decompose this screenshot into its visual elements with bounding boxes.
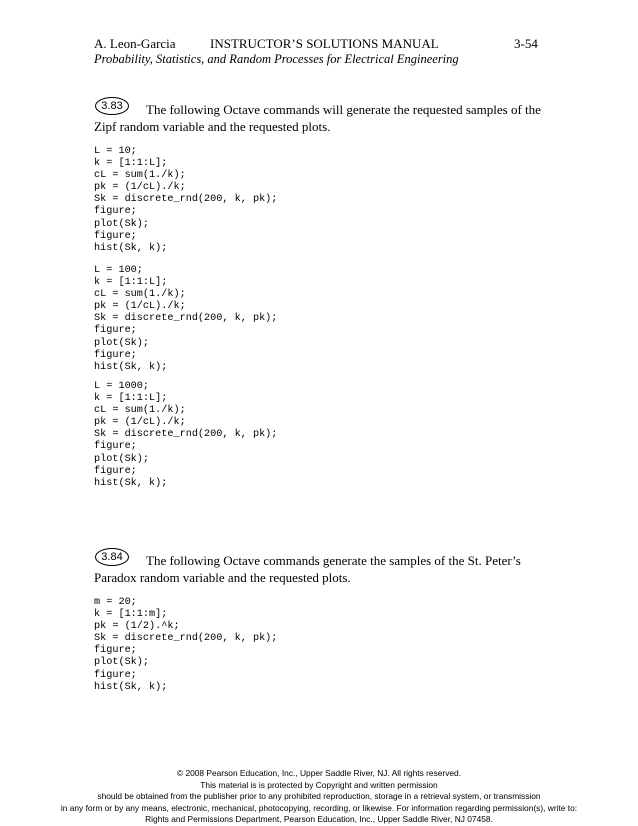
code-line: plot(Sk); (94, 657, 150, 669)
code-line: figure; (94, 325, 137, 337)
code-line: pk = (1/cL)./k; (94, 417, 186, 429)
code-line: Sk = discrete_rnd(200, k, pk); (94, 313, 278, 325)
footer-line: in any form or by any means, electronic, mechanical, photocopying, recording, or likewise. For information regarding permission(s), write to: (60, 802, 578, 813)
problem-number-circle: 3.84 (95, 548, 129, 566)
code-line: Sk = discrete_rnd(200, k, pk); (94, 429, 278, 441)
code-line: m = 20; (94, 597, 137, 608)
code-line: figure; (94, 206, 137, 218)
header-subtitle: Probability, Statistics, and Random Processes for Electrical Engineering (94, 52, 459, 66)
code-block (94, 265, 277, 374)
code-line: Sk = discrete_rnd(200, k, pk); (94, 633, 278, 645)
code-line: figure; (94, 669, 137, 681)
footer-line: © 2008 Pearson Education, Inc., Upper Saddle River, NJ. All rights reserved. (176, 768, 462, 778)
code-block (94, 381, 277, 490)
problem-text-line: Zipf random variable and the requested plots. (94, 119, 331, 134)
footer-line: This material is is protected by Copyright and written permission (200, 779, 438, 790)
code-block (94, 146, 277, 255)
code-line: figure; (94, 230, 137, 242)
code-line: k = [1:1:L]; (94, 277, 168, 289)
code-line: figure; (94, 349, 137, 361)
code-line: hist(Sk, k); (94, 361, 168, 373)
code-line: plot(Sk); (94, 337, 150, 349)
page-number: 3-54 (514, 36, 538, 51)
code-line: plot(Sk); (94, 453, 150, 465)
code-line: cL = sum(1./k); (94, 405, 186, 417)
problem-text-line: The following Octave commands will generate the requested samples of the (146, 102, 541, 117)
problem-text-line: Paradox random variable and the requested plots. (94, 570, 351, 585)
code-line: k = [1:1:L]; (94, 158, 168, 170)
code-line: pk = (1/cL)./k; (94, 301, 186, 313)
code-line: figure; (94, 465, 137, 477)
problem-number-circle: 3.83 (95, 97, 129, 115)
code-line: plot(Sk); (94, 218, 150, 230)
copyright-footer (0, 768, 638, 826)
code-block (94, 597, 277, 694)
code-line: figure; (94, 645, 137, 657)
code-line: pk = (1/2).^k; (94, 621, 180, 633)
header-title: INSTRUCTOR’S SOLUTIONS MANUAL (210, 36, 439, 51)
code-line: L = 10; (94, 146, 137, 157)
code-line: L = 1000; (94, 381, 150, 392)
code-line: hist(Sk, k); (94, 681, 168, 693)
code-line: hist(Sk, k); (94, 477, 168, 489)
code-line: hist(Sk, k); (94, 242, 168, 254)
code-line: L = 100; (94, 265, 143, 276)
footer-line: should be obtained from the publisher prior to any prohibited reproduction, storage in a retrieval system, or transmission (97, 791, 541, 801)
code-line: k = [1:1:m]; (94, 609, 168, 621)
header-author: A. Leon-Garcia (94, 36, 176, 51)
problem-text-line: The following Octave commands generate the samples of the St. Peter’s (146, 553, 521, 568)
code-line: pk = (1/cL)./k; (94, 182, 186, 194)
code-line: figure; (94, 441, 137, 453)
footer-line: Rights and Permissions Department, Pearson Education, Inc., Upper Saddle River, NJ 07458. (145, 814, 493, 824)
code-line: k = [1:1:L]; (94, 393, 168, 405)
code-line: cL = sum(1./k); (94, 289, 186, 301)
code-line: cL = sum(1./k); (94, 170, 186, 182)
code-line: Sk = discrete_rnd(200, k, pk); (94, 194, 278, 206)
